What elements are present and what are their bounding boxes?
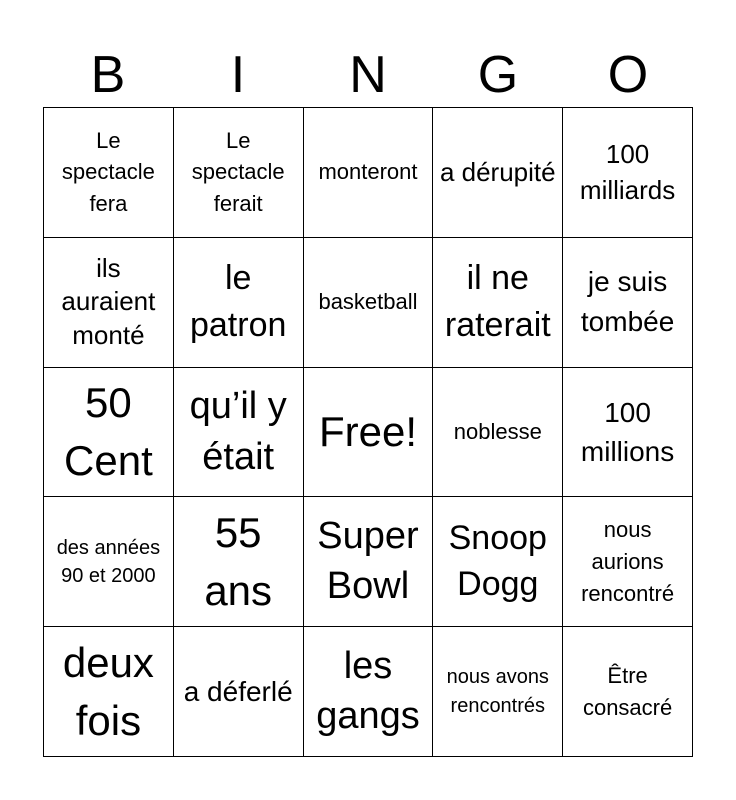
cell-text: 55 ans: [204, 508, 273, 614]
bingo-cell-r4c3[interactable]: [433, 627, 563, 757]
cell-text: Le spectacle fera: [61, 127, 155, 217]
bingo-cell-r2c1[interactable]: [174, 368, 304, 498]
cell-text: Snoop Dogg: [448, 518, 547, 603]
cell-text: nous avons rencontrés: [446, 665, 549, 717]
bingo-cell-r0c3[interactable]: [433, 108, 563, 238]
bingo-cell-r2c4[interactable]: [563, 368, 693, 498]
bingo-cell-r0c0[interactable]: [44, 108, 174, 238]
bingo-cell-r2c3[interactable]: [433, 368, 563, 498]
cell-text: Le spectacle ferait: [191, 127, 285, 217]
cell-text: basketball: [318, 289, 418, 315]
bingo-cell-r3c4[interactable]: [563, 497, 693, 627]
cell-text: a déferlé: [183, 676, 293, 707]
cell-text: je suis tombée: [580, 265, 675, 338]
bingo-cell-r3c0[interactable]: [44, 497, 174, 627]
cell-text: le patron: [189, 259, 287, 345]
cell-text: noblesse: [453, 419, 542, 445]
bingo-cell-r2c0[interactable]: [44, 368, 174, 498]
header-letter-i: I: [230, 46, 246, 104]
cell-text: nous aurions rencontré: [581, 516, 675, 606]
bingo-cell-r4c4[interactable]: [563, 627, 693, 757]
cell-text: deux fois: [62, 638, 154, 744]
header-letter-b: B: [90, 46, 126, 104]
bingo-cell-r2c2[interactable]: [304, 368, 434, 498]
bingo-cell-r1c2[interactable]: [304, 238, 434, 368]
bingo-cell-r3c2[interactable]: [304, 497, 434, 627]
bingo-cell-r1c1[interactable]: [174, 238, 304, 368]
cell-text: monteront: [318, 159, 418, 185]
bingo-cell-r3c3[interactable]: [433, 497, 563, 627]
bingo-cell-r1c3[interactable]: [433, 238, 563, 368]
cell-text: Free!: [318, 407, 417, 455]
bingo-cell-r4c1[interactable]: [174, 627, 304, 757]
bingo-grid: [43, 107, 693, 757]
header-letter-n: N: [349, 46, 387, 104]
bingo-cell-r3c1[interactable]: [174, 497, 304, 627]
bingo-cell-r1c4[interactable]: [563, 238, 693, 368]
cell-text: qu’il y était: [189, 384, 287, 478]
bingo-cell-r1c0[interactable]: [44, 238, 174, 368]
cell-text: des années 90 et 2000: [56, 536, 161, 587]
header-letter-g: G: [477, 46, 519, 104]
bingo-cell-r0c4[interactable]: [563, 108, 693, 238]
cell-text: 100 milliards: [579, 139, 676, 206]
cell-text: ils auraient monté: [61, 252, 156, 351]
cell-text: 50 Cent: [64, 379, 153, 484]
cell-text: a dérupité: [439, 157, 556, 188]
bingo-cell-r4c2[interactable]: [304, 627, 434, 757]
cell-text: il ne raterait: [444, 259, 551, 345]
cell-text: les gangs: [316, 645, 420, 737]
bingo-cell-r0c1[interactable]: [174, 108, 304, 238]
bingo-header: [43, 42, 693, 108]
cell-text: 100 millions: [580, 396, 675, 467]
bingo-cell-r4c0[interactable]: [44, 627, 174, 757]
cell-text: Super Bowl: [317, 515, 419, 607]
header-letter-o: O: [607, 46, 649, 104]
bingo-cell-r0c2[interactable]: [304, 108, 434, 238]
cell-text: Être consacré: [582, 662, 673, 720]
